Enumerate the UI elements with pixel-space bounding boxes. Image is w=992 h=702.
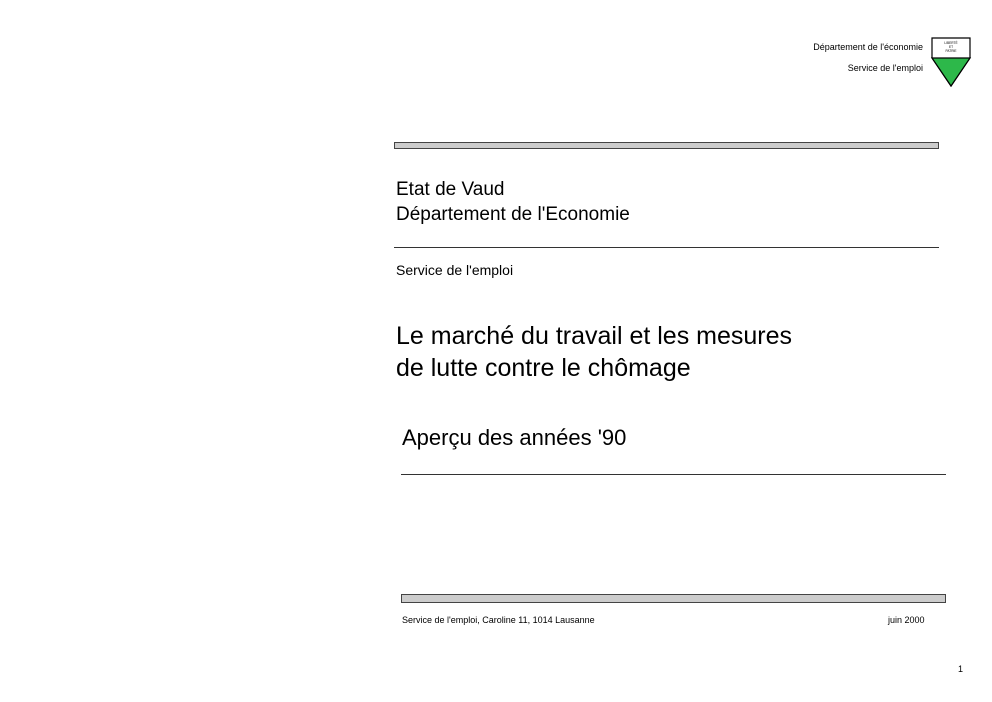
divider-line [394, 247, 939, 248]
emblem-motto-3: PATRIE [945, 49, 957, 53]
emblem-motto-1: LIBERTÉ [944, 41, 958, 45]
top-decorative-bar [394, 142, 939, 149]
subtitle: Aperçu des années '90 [402, 425, 627, 450]
title-line-1: Le marché du travail et les mesures [396, 322, 793, 350]
emblem-shield-green [932, 58, 970, 86]
vaud-emblem-logo [930, 37, 972, 89]
title-line-2: de lutte contre le chômage [396, 354, 691, 382]
department-name: Département de l'Economie [396, 204, 630, 225]
bottom-decorative-bar [401, 594, 946, 603]
footer-date: juin 2000 [888, 615, 925, 625]
state-name: Etat de Vaud [396, 179, 505, 200]
header-service: Service de l'emploi [847, 63, 923, 73]
service-name: Service de l'emploi [396, 262, 514, 278]
header-department: Département de l'économie [813, 42, 923, 52]
page-number: 1 [958, 664, 964, 674]
emblem-motto-2: ET [948, 45, 954, 49]
subtitle-underline [401, 474, 946, 475]
footer-address: Service de l'emploi, Caroline 11, 1014 Lausanne [402, 615, 595, 625]
